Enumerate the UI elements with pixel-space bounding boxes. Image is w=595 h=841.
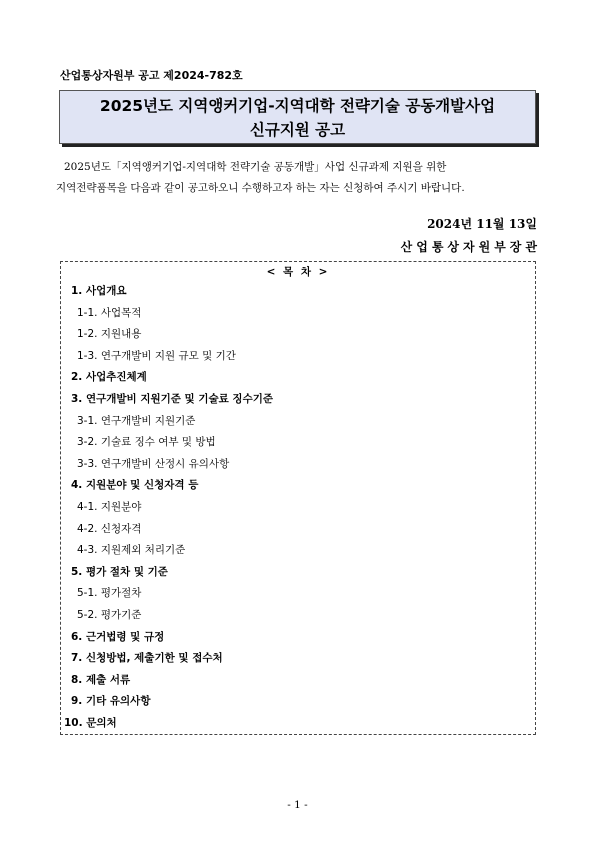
toc-item: 5-1. 평가절차 <box>77 587 142 600</box>
intro-line-2: 지역전략품목을 다음과 같이 공고하오니 수행하고자 하는 자는 신청하여 주시기 바랍니다. <box>56 182 465 194</box>
toc-item: 6. 근거법령 및 규정 <box>71 630 165 643</box>
toc-item: 3. 연구개발비 지원기준 및 기술료 징수기준 <box>71 392 274 405</box>
toc-item: 8. 제출 서류 <box>71 673 131 686</box>
toc-item: 1-3. 연구개발비 지원 규모 및 기간 <box>77 349 236 362</box>
document-title-line2: 신규지원 공고 <box>249 121 346 139</box>
toc-item: 4-3. 지원제외 처리기준 <box>77 544 186 557</box>
intro-paragraph <box>56 157 538 199</box>
toc-item: 5. 평가 절차 및 기준 <box>71 565 168 578</box>
toc-item: 3-1. 연구개발비 지원기준 <box>77 414 196 427</box>
toc-item: 4-1. 지원분야 <box>77 500 142 513</box>
toc-list <box>64 281 531 734</box>
toc-item: 5-2. 평가기준 <box>77 608 142 621</box>
intro-line-1: 2025년도「지역앵커기업-지역대학 전략기술 공동개발」사업 신규과제 지원을 위한 <box>64 161 447 173</box>
title-box <box>59 90 536 144</box>
document-title-line1: 2025년도 지역앵커기업-지역대학 전략기술 공동개발사업 <box>99 97 496 115</box>
toc-item: 1-1. 사업목적 <box>77 306 142 319</box>
toc-item: 1-2. 지원내용 <box>77 328 142 341</box>
issuer-name: 산업통상자원부장관 <box>400 240 541 254</box>
announcement-date: 2024년 11월 13일 <box>427 217 537 231</box>
toc-item: 3-3. 연구개발비 산정시 유의사항 <box>77 457 230 470</box>
toc-item: 10. 문의처 <box>64 716 117 729</box>
toc-item: 2. 사업추진체계 <box>71 371 147 384</box>
toc-item: 3-2. 기술료 징수 여부 및 방법 <box>77 436 216 449</box>
toc-item: 7. 신청방법, 제출기한 및 접수처 <box>71 652 223 665</box>
toc-heading: < 목 차 > <box>266 266 330 278</box>
toc-item: 1. 사업개요 <box>71 285 127 297</box>
toc-item: 9. 기타 유의사항 <box>71 695 151 708</box>
page-number: - 1 - <box>287 799 308 811</box>
toc-item: 4. 지원분야 및 신청자격 등 <box>71 479 199 492</box>
table-of-contents <box>60 261 536 735</box>
toc-item: 4-2. 신청자격 <box>77 522 142 535</box>
notice-number: 산업통상자원부 공고 제2024-782호 <box>60 69 243 82</box>
